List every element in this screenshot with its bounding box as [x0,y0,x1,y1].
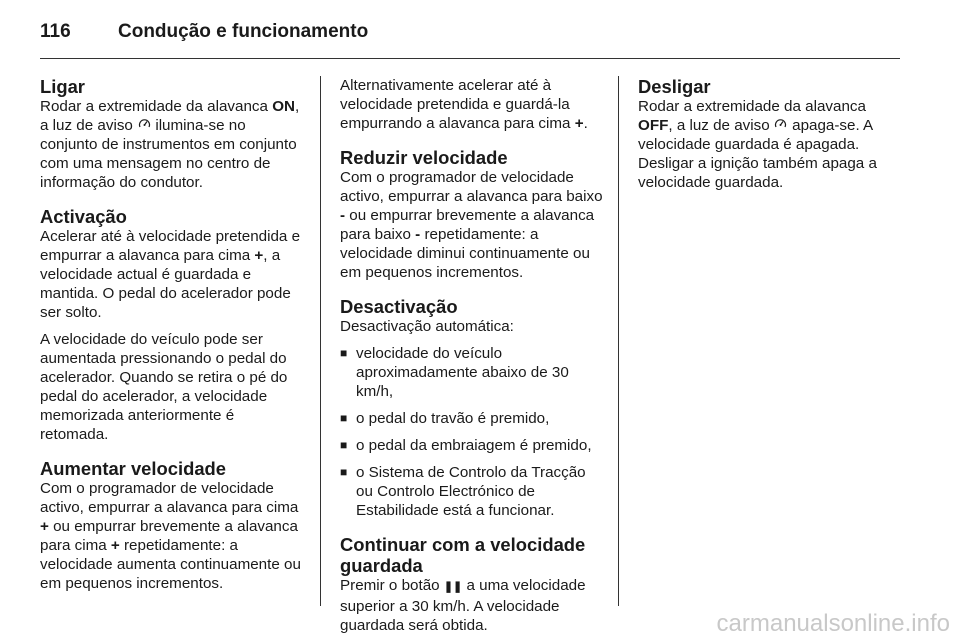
bullet-list [340,344,604,520]
text-span: , a luz de aviso [668,117,774,134]
plus-symbol: + [254,247,264,264]
paragraph-continuar [340,576,604,635]
section-heading-ligar: Ligar [40,76,85,97]
list-item [340,463,604,520]
paragraph-desligar [638,97,902,192]
text-span: Com o programador de velocidade activo, empurrar a alavanca para cima [40,480,299,516]
section-desactivacao [340,296,604,520]
text-span: ilumina-se no conjunto de instrumentos em conjunto com uma mensagem no centro de informação do condutor. [40,117,297,191]
column-1 [40,76,304,601]
section-ligar [40,76,304,192]
section-continuar [340,534,604,635]
text-span: a uma velocidade superior a 30 km/h. A velocidade guardada será obtida. [340,577,586,634]
section-heading-desactivacao: Desactivação [340,296,458,317]
list-item [340,344,604,401]
paragraph-desactivacao-intro: Desactivação automática: [340,318,514,335]
list-item-text: o pedal do travão é premido, [356,410,550,427]
list-item [340,436,604,455]
text-span: Rodar a extremidade da alavanca [638,98,866,115]
section-heading-desligar: Desligar [638,76,711,97]
list-item-text: o Sistema de Controlo da Tracção ou Controlo Electrónico de Estabilidade está a funcionar. [356,464,586,519]
page-number: 116 [40,21,71,42]
paragraph-activacao-1 [40,227,304,322]
section-heading-activacao: Activação [40,206,127,227]
bullet-square-icon: ■ [340,346,348,360]
section-reduzir [340,147,604,282]
section-heading-reduzir: Reduzir velocidade [340,147,508,168]
watermark: carmanualsonline.info [716,610,950,637]
paragraph-activacao-2: A velocidade do veículo pode ser aumentada pressionando o pedal do acelerador. Quando se retira o pé do pedal do acelerador, a velocidade memorizada anteriormente é retomada. [40,331,288,443]
text-span: ou empurrar brevemente a alavanca para cima [40,518,298,554]
plus-symbol: + [40,518,49,535]
text-span: Acelerar até à velocidade pretendida e empurrar a alavanca para cima [40,228,301,264]
keyword-off: OFF [638,117,669,134]
section-aumentar [40,458,304,593]
minus-symbol: - [340,207,346,224]
cruise-control-icon [774,116,788,135]
text-span: repetidamente: a velocidade aumenta continuamente ou em pequenos incrementos. [40,537,301,592]
column-3 [638,76,902,200]
keyword-on: ON [272,98,295,115]
bullet-square-icon: ■ [340,438,348,452]
column-divider-2 [618,76,619,606]
paragraph-alternativa [340,76,604,133]
plus-symbol: + [110,537,120,554]
text-span: apaga-se. A velocidade guardada é apagada. Desligar a ignição também apaga a velocidade guardada. [638,117,877,191]
cruise-control-icon [137,116,151,135]
chapter-title: Condução e funcionamento [118,21,369,42]
text-span: , a velocidade actual é guardada e mantida. O pedal do acelerador pode ser solto. [40,247,291,321]
bullet-square-icon: ■ [340,465,348,479]
section-desligar [638,76,902,192]
plus-symbol: + [574,115,584,132]
text-span: Premir o botão [340,577,444,594]
section-activacao [40,206,304,444]
list-item-text: o pedal da embraiagem é premido, [356,437,592,454]
pause-button-icon: ❚❚ [443,581,463,593]
text-span: repetidamente: a velocidade diminui continuamente ou em pequenos incrementos. [340,226,590,281]
text-span: , a luz de aviso [40,98,300,134]
text-span: Com o programador de velocidade activo, empurrar a alavanca para baixo [340,169,603,205]
list-item-text: velocidade do veículo aproximadamente abaixo de 30 km/h, [356,345,569,400]
text-span: . [583,115,588,132]
bullet-square-icon: ■ [340,411,348,425]
list-item [340,409,604,428]
text-span: Alternativamente acelerar até à velocidade pretendida e guardá-la empurrando a alavanca para cima [340,77,575,132]
header-rule [40,58,900,59]
paragraph-reduzir [340,168,604,282]
text-span: ou empurrar brevemente a alavanca para baixo [340,207,595,243]
column-divider-1 [320,76,321,606]
paragraph-ligar [40,97,304,192]
section-heading-continuar: Continuar com a velocidade guardada [340,534,586,576]
section-heading-aumentar: Aumentar velocidade [40,458,227,479]
column-2 [340,76,604,643]
paragraph-aumentar [40,479,304,593]
minus-symbol: - [415,226,421,243]
text-span: Rodar a extremidade da alavanca [40,98,273,115]
